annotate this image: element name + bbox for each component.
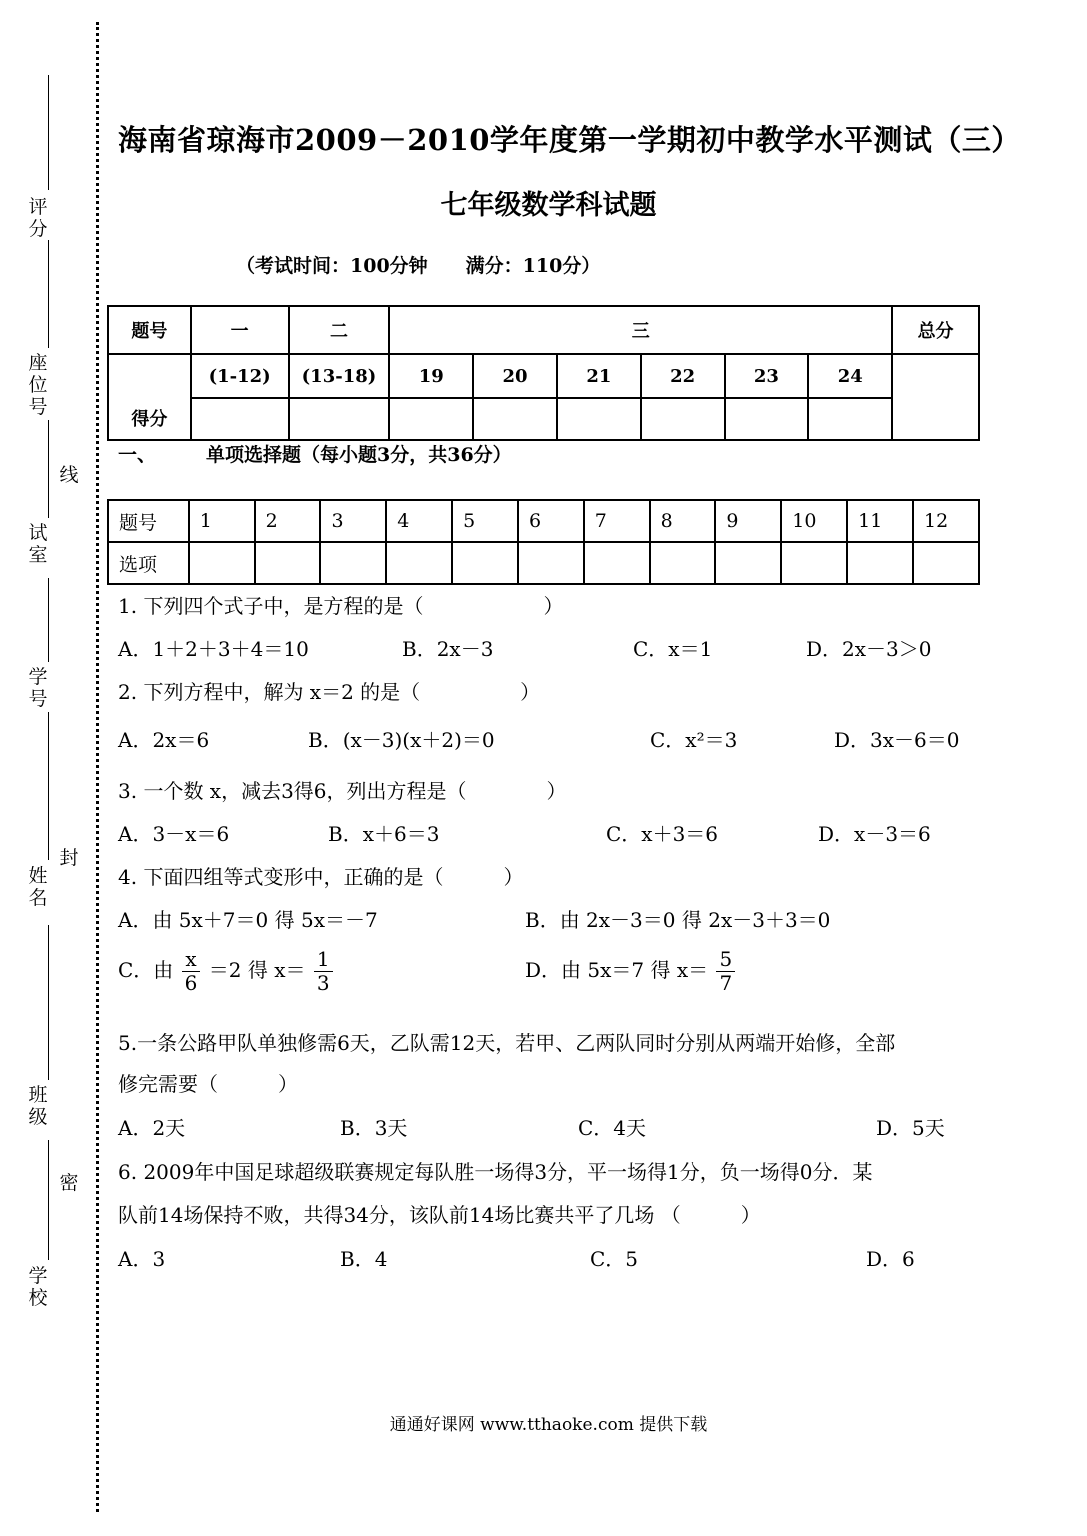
- score-entry-cell[interactable]: [725, 398, 809, 440]
- exam-info: （考试时间：100分钟 满分：110分）: [236, 255, 601, 277]
- answer-number-cell: 3: [320, 500, 386, 542]
- answer-number-cell: 2: [255, 500, 321, 542]
- margin-label-name: 姓 名: [28, 865, 48, 909]
- score-entry-cell[interactable]: [557, 398, 641, 440]
- answer-entry-cell[interactable]: [650, 542, 716, 584]
- margin-fill-line: [48, 578, 49, 662]
- margin-label-score: 评 分: [28, 196, 48, 240]
- answer-number-cell: 8: [650, 500, 716, 542]
- fraction-5-over-7: [716, 948, 735, 995]
- question-6-option-b: B．4: [340, 1247, 388, 1271]
- question-2-stem: 2. 下列方程中，解为 x＝2 的是（ ）: [118, 680, 541, 704]
- score-entry-cell[interactable]: [389, 398, 473, 440]
- fraction-numerator: 1: [314, 948, 333, 972]
- fraction-denominator: 7: [719, 971, 733, 995]
- question-5-option-c: C．4天: [578, 1116, 647, 1140]
- exam-title: 海南省琼海市2009－2010学年度第一学期初中教学水平测试（三）: [118, 123, 1021, 157]
- question-1-stem: 1. 下列四个式子中，是方程的是（ ）: [118, 594, 564, 618]
- margin-fill-line: [48, 75, 49, 190]
- answer-entry-cell[interactable]: [715, 542, 781, 584]
- score-entry-cell[interactable]: [641, 398, 725, 440]
- margin-label-student-id: 学 号: [28, 666, 48, 710]
- answer-entry-cell[interactable]: [189, 542, 255, 584]
- question-1-option-b: B．2x－3: [402, 637, 494, 661]
- answer-option-label: 选项: [108, 542, 189, 584]
- margin-label-seat: 座 位 号: [28, 352, 48, 418]
- answer-number-cell: 4: [386, 500, 452, 542]
- question-3-option-b: B．x＋6＝3: [328, 822, 440, 846]
- margin-fill-line: [48, 1140, 49, 1260]
- question-3-option-c: C．x＋3＝6: [606, 822, 719, 846]
- question-5-option-a: A．2天: [118, 1116, 186, 1140]
- answer-entry-cell[interactable]: [584, 542, 650, 584]
- score-header-cell: 三: [389, 306, 892, 354]
- score-total-cell[interactable]: [892, 354, 979, 440]
- answer-entry-cell[interactable]: [320, 542, 386, 584]
- answer-entry-cell[interactable]: [847, 542, 913, 584]
- answer-number-cell: 1: [189, 500, 255, 542]
- question-3-stem: 3. 一个数 x，减去3得6，列出方程是（ ）: [118, 779, 567, 803]
- seal-char-seal: 封: [59, 847, 79, 869]
- margin-label-class: 班 级: [28, 1084, 48, 1128]
- fraction-numerator: x: [182, 948, 201, 972]
- score-header-cell: 题号: [108, 306, 191, 354]
- page-footer: 通通好课网 www.tthaoke.com 提供下载: [389, 1415, 708, 1435]
- exam-subtitle: 七年级数学科试题: [440, 190, 657, 221]
- score-entry-cell[interactable]: [473, 398, 557, 440]
- margin-fill-line: [48, 925, 49, 1080]
- answer-header-label: 题号: [108, 500, 189, 542]
- fraction-denominator: 6: [184, 971, 198, 995]
- question-2-option-c: C．x²＝3: [650, 728, 738, 752]
- score-header-cell: 二: [289, 306, 390, 354]
- question-4-option-c: [118, 948, 335, 995]
- score-range-cell: 22: [641, 354, 725, 398]
- question-4-option-d: [525, 948, 737, 995]
- margin-fill-line: [48, 712, 49, 860]
- question-1-option-a: A．1＋2＋3＋4＝10: [118, 637, 309, 661]
- score-header-cell: 总分: [892, 306, 979, 354]
- score-range-cell: 24: [808, 354, 892, 398]
- answer-entry-cell[interactable]: [386, 542, 452, 584]
- answer-number-cell: 11: [847, 500, 913, 542]
- score-range-cell: 19: [389, 354, 473, 398]
- question-5-option-d: D．5天: [876, 1116, 945, 1140]
- score-row-label: 得分: [108, 354, 191, 440]
- score-header-cell: 一: [191, 306, 289, 354]
- question-6-stem-continued: 队前14场保持不败，共得34分，该队前14场比赛共平了几场 （ ）: [118, 1203, 761, 1227]
- question-6-option-c: C．5: [590, 1247, 639, 1271]
- question-4-option-b: B．由 2x－3＝0 得 2x－3＋3＝0: [525, 908, 831, 932]
- answer-entry-cell[interactable]: [452, 542, 518, 584]
- question-6-stem: 6. 2009年中国足球超级联赛规定每队胜一场得3分，平一场得1分，负一场得0分．某: [118, 1160, 873, 1184]
- seal-char-line: 线: [59, 464, 79, 486]
- section-number: 一、: [118, 444, 157, 466]
- seal-char-secret: 密: [59, 1172, 79, 1194]
- question-4-stem: 4. 下面四组等式变形中，正确的是（ ）: [118, 865, 524, 889]
- question-2-option-b: B．(x－3)(x＋2)＝0: [308, 728, 495, 752]
- question-6-option-d: D．6: [866, 1247, 915, 1271]
- question-2-option-d: D．3x－6＝0: [834, 728, 960, 752]
- fraction-numerator: 5: [716, 948, 735, 972]
- answer-number-cell: 6: [518, 500, 584, 542]
- section-heading: [118, 440, 512, 467]
- answer-entry-cell[interactable]: [913, 542, 979, 584]
- answer-number-cell: 10: [781, 500, 847, 542]
- binding-dotted-line: [96, 22, 99, 1512]
- score-entry-cell[interactable]: [808, 398, 892, 440]
- question-1-option-d: D．2x－3＞0: [806, 637, 932, 661]
- margin-fill-line: [48, 240, 49, 348]
- option-d-prefix: D．由 5x＝7 得 x＝: [525, 958, 709, 982]
- answer-entry-cell[interactable]: [255, 542, 321, 584]
- option-c-prefix: C．由: [118, 958, 174, 982]
- score-range-cell: (1-12): [191, 354, 289, 398]
- question-6-option-a: A．3: [118, 1247, 166, 1271]
- section-title: 单项选择题（每小题3分，共36分）: [206, 444, 512, 466]
- option-c-middle: ＝2 得 x＝: [208, 958, 306, 982]
- score-entry-cell[interactable]: [191, 398, 289, 440]
- question-5-stem-continued: 修完需要（ ）: [118, 1072, 298, 1096]
- answer-entry-cell[interactable]: [518, 542, 584, 584]
- answer-number-cell: 12: [913, 500, 979, 542]
- question-3-option-d: D．x－3＝6: [818, 822, 931, 846]
- margin-label-school: 学 校: [28, 1265, 48, 1309]
- score-entry-cell[interactable]: [289, 398, 390, 440]
- margin-fill-line: [48, 420, 49, 518]
- question-1-option-c: C．x＝1: [633, 637, 713, 661]
- answer-number-cell: 7: [584, 500, 650, 542]
- answer-entry-cell[interactable]: [781, 542, 847, 584]
- score-range-cell: 20: [473, 354, 557, 398]
- question-3-option-a: A．3－x＝6: [118, 822, 230, 846]
- margin-label-room: 试 室: [28, 522, 48, 566]
- question-5-stem: 5.一条公路甲队单独修需6天，乙队需12天，若甲、乙两队同时分别从两端开始修，全部: [118, 1031, 896, 1055]
- question-4-option-a: A．由 5x＋7＝0 得 5x＝－7: [118, 908, 378, 932]
- score-table: [107, 305, 980, 441]
- fraction-1-over-3: [314, 948, 333, 995]
- score-range-cell: (13-18): [289, 354, 390, 398]
- fraction-x-over-6: [182, 948, 201, 995]
- answer-number-cell: 5: [452, 500, 518, 542]
- score-range-cell: 21: [557, 354, 641, 398]
- fraction-denominator: 3: [316, 971, 330, 995]
- question-5-option-b: B．3天: [340, 1116, 408, 1140]
- question-2-option-a: A．2x＝6: [118, 728, 210, 752]
- answer-table: [107, 499, 980, 585]
- answer-number-cell: 9: [715, 500, 781, 542]
- score-range-cell: 23: [725, 354, 809, 398]
